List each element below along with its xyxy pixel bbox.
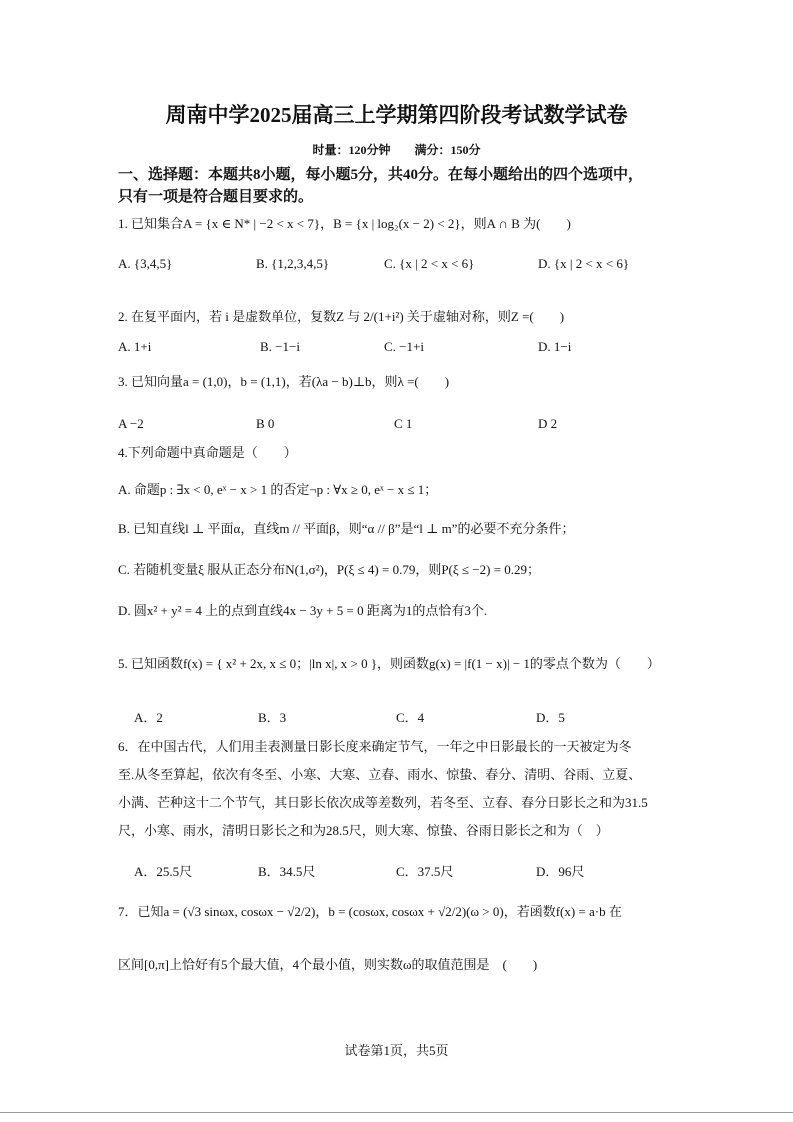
- page-footer: 试卷第1页，共5页: [344, 1043, 449, 1058]
- question-5-option-a: A．2: [134, 710, 163, 725]
- question-4-option-a: A. 命题p : ∃x < 0, eˣ − x > 1 的否定¬p : ∀x ≥ 0, eˣ − x ≤ 1；: [118, 482, 438, 497]
- question-2-option-d: D. 1−i: [538, 339, 572, 354]
- question-6-stem-line-1: 6．在中国古代，人们用圭表测量日影长度来确定节气，一年之中日影最长的一天被定为冬: [118, 739, 632, 754]
- question-6-option-a: A．25.5尺: [134, 864, 193, 879]
- question-4-option-c: C. 若随机变量ξ 服从正态分布N(1,σ²)，P(ξ ≤ 4) = 0.79，则P(ξ ≤ −2) = 0.29；: [118, 562, 541, 577]
- question-2-stem: 2. 在复平面内，若 i 是虚数单位，复数Z 与 2/(1+i²) 关于虚轴对称，则Z =( ): [118, 309, 565, 324]
- question-6-stem-line-4: 尺，小寒、雨水，清明日影长之和为28.5尺，则大寒、惊蛰、谷雨日影长之和为（ ）: [118, 823, 609, 838]
- question-5-option-b: B．3: [258, 710, 287, 725]
- question-2-option-c: C. −1+i: [384, 339, 424, 354]
- question-2-option-a: A. 1+i: [118, 339, 152, 354]
- section-heading: 一、选择题：本题共8小题，每小题5分，共40分。在每小题给出的四个选项中，: [118, 167, 644, 183]
- question-4-stem: 4.下列命题中真命题是（ ）: [118, 445, 297, 460]
- question-2-option-b: B. −1−i: [260, 339, 300, 354]
- question-7-stem-line-1: 7．已知a = (√3 sinωx, cosωx − √2/2)，b = (cosωx, cosωx + √2/2)(ω > 0)，若函数f(x) = a·b 在: [118, 904, 622, 919]
- exam-time-score: 时量：120分钟 满分：150分: [312, 143, 481, 157]
- question-1-option-d: D. {x | 2 < x < 6}: [538, 256, 630, 271]
- question-3-option-c: C 1: [394, 416, 413, 431]
- question-3-stem: 3. 已知向量a = (1,0)，b = (1,1)，若(λa − b)⊥b，则λ =( ): [118, 374, 450, 389]
- question-3-option-b: B 0: [256, 416, 275, 431]
- question-7-stem-line-2: 区间[0,π]上恰好有5个最大值，4个最小值，则实数ω的取值范围是 ( ): [118, 957, 538, 972]
- question-1-option-a: A. {3,4,5}: [118, 256, 173, 271]
- question-6-option-c: C．37.5尺: [396, 864, 454, 879]
- question-6-option-d: D．96尺: [536, 864, 585, 879]
- question-5-option-d: D．5: [536, 710, 565, 725]
- question-6-stem-line-2: 至.从冬至算起，依次有冬至、小寒、大寒、立春、雨水、惊蛰、春分、清明、谷雨、立夏、: [118, 767, 642, 782]
- question-1-option-c: C. {x | 2 < x < 6}: [384, 256, 475, 271]
- question-4-option-b: B. 已知直线l ⊥ 平面α，直线m // 平面β，则“α // β”是“l ⊥ m”的必要不充分条件；: [118, 521, 575, 536]
- question-1-stem: 1. 已知集合A = {x ∈ N* | −2 < x < 7}，B = {x | log₂(x − 2) < 2}，则A ∩ B 为( ): [118, 216, 571, 231]
- question-3-option-a: A −2: [118, 416, 144, 431]
- exam-title: 周南中学2025届高三上学期第四阶段考试数学试卷: [165, 103, 628, 127]
- question-1-option-b: B. {1,2,3,4,5}: [256, 256, 330, 271]
- question-4-option-d: D. 圆x² + y² = 4 上的点到直线4x − 3y + 5 = 0 距离为1的点恰有3个.: [118, 603, 488, 618]
- page-bottom-divider: [0, 1112, 793, 1113]
- question-3-option-d: D 2: [538, 416, 558, 431]
- section-heading-cont: 只有一项是符合题目要求的。: [118, 189, 314, 205]
- question-5-stem: 5. 已知函数f(x) = { x² + 2x, x ≤ 0；|ln x|, x > 0 }，则函数g(x) = |f(1 − x)| − 1的零点个数为（ ）: [118, 656, 660, 671]
- question-6-stem-line-3: 小满、芒种这十二个节气，其日影长依次成等差数列，若冬至、立春、春分日影长之和为31.5: [118, 795, 648, 810]
- question-5-option-c: C．4: [396, 710, 425, 725]
- question-6-option-b: B．34.5尺: [258, 864, 316, 879]
